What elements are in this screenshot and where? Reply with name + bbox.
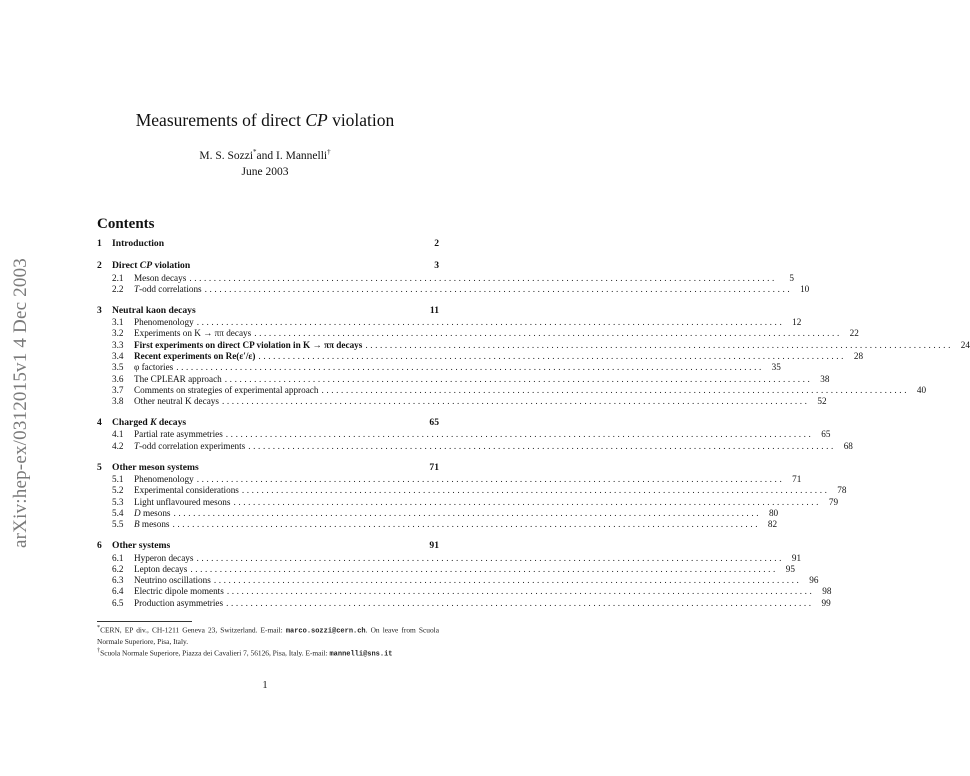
title-text: Comments on strategies of experimental approach — [134, 384, 319, 395]
subsection-number: 4.2 — [112, 440, 124, 451]
subsection-number: 6.1 — [112, 552, 124, 563]
toc-entry-title — [134, 519, 169, 530]
toc-subsection-row[interactable] — [97, 339, 970, 351]
toc-subsection-row[interactable] — [97, 373, 830, 385]
leader-dots: ........................................................................................................................ — [190, 563, 778, 574]
toc-entry-title — [134, 317, 194, 328]
leader-dots: ........................................................................................................................ — [248, 440, 836, 451]
toc-section-row[interactable] — [97, 462, 439, 475]
toc-subsection-row[interactable] — [97, 552, 802, 564]
toc-entry-title — [112, 260, 190, 273]
title-italic: K — [150, 416, 157, 428]
page-ref: 11 — [429, 304, 439, 316]
title-text: Phenomenology — [134, 317, 194, 328]
leader-dots: ........................................................................................................................ — [241, 485, 830, 496]
toc-subsection-row[interactable] — [97, 597, 831, 609]
toc-entry-title — [112, 417, 186, 430]
footnote-text: CERN, EP div., CH-1211 Geneva 23, Switzerland. E-mail: — [100, 625, 286, 635]
page-ref: 79 — [828, 496, 839, 507]
toc-entry-title — [112, 238, 164, 251]
title-text: violation — [152, 260, 191, 271]
leader-dots: ........................................................................................................................ — [225, 429, 814, 440]
subsection-number: 4.1 — [112, 429, 124, 440]
toc-subsection-row[interactable] — [97, 396, 827, 407]
page-ref: 91 — [791, 552, 802, 563]
title-text: The CPLEAR approach — [134, 373, 222, 384]
leader-dots: ........................................................................................................................ — [321, 384, 910, 395]
page-ref: 65 — [821, 429, 831, 440]
page-ref: 98 — [822, 586, 832, 597]
toc-section-row[interactable] — [97, 238, 439, 251]
toc-section — [97, 260, 810, 295]
subsection-number: 2.1 — [112, 272, 124, 283]
title-italic: D — [134, 507, 141, 518]
leader-dots: ........................................................................................................................ — [224, 373, 813, 384]
title-italic: T — [134, 283, 140, 294]
page-ref: 78 — [837, 485, 847, 496]
title-text: Hyperon decays — [134, 552, 194, 563]
footnote-mark: * — [97, 625, 101, 631]
toc-entry-title — [134, 564, 187, 575]
section-number: 4 — [97, 416, 102, 428]
title-text: Lepton decays — [134, 563, 188, 574]
section-number: 6 — [97, 540, 102, 552]
title-text: Neutral kaon decays — [112, 304, 196, 316]
leader-dots: ........................................................................................................................ — [221, 396, 810, 407]
toc-subsection-row[interactable] — [97, 440, 853, 452]
toc-subsection-row[interactable] — [97, 272, 794, 284]
email-link[interactable]: marco.sozzi@cern.ch — [285, 627, 366, 636]
title-text: Charged — [112, 416, 151, 428]
subsection-number: 3.7 — [112, 384, 124, 395]
toc-entry-title — [134, 374, 222, 385]
title-text: Other meson systems — [112, 461, 199, 473]
title-text: decays — [156, 416, 187, 428]
paper-title — [0, 110, 530, 131]
leader-dots: ........................................................................................................................ — [189, 272, 777, 283]
toc-subsection-row[interactable] — [97, 283, 810, 295]
page-ref: 35 — [771, 362, 781, 373]
subsection-number: 5.4 — [112, 507, 124, 518]
toc-entry-title — [134, 508, 171, 519]
toc-subsection-row[interactable] — [97, 507, 779, 519]
subsection-number: 2.2 — [112, 283, 124, 294]
toc-section — [97, 416, 853, 452]
footnote-mark: * — [253, 148, 257, 156]
toc-subsection-row[interactable] — [97, 519, 778, 530]
footnotes — [97, 624, 439, 660]
title-text: Experimental considerations — [134, 485, 239, 496]
subsection-number: 3.3 — [112, 339, 124, 350]
title-text: First experiments on direct CP violation in K → ππ decays — [134, 339, 363, 350]
page-ref: 71 — [792, 474, 802, 485]
title-text: Partial rate asymmetries — [134, 429, 223, 440]
subsection-number: 3.4 — [112, 350, 124, 361]
subsection-number: 5.1 — [112, 474, 124, 485]
subsection-number: 6.5 — [112, 597, 124, 608]
leader-dots: ........................................................................................................................ — [196, 552, 785, 563]
toc-entry-title — [134, 284, 202, 295]
subsection-number: 3.6 — [112, 373, 124, 384]
toc-subsection-row[interactable] — [97, 362, 781, 373]
toc-section — [97, 540, 832, 609]
toc-subsection-row[interactable] — [97, 485, 847, 496]
toc-entry-title — [134, 362, 173, 373]
toc-entry-title — [134, 575, 211, 586]
subsection-number: 3.5 — [112, 362, 124, 373]
toc-entry-title — [134, 485, 239, 496]
toc-entry-title — [134, 340, 362, 351]
footnote-text: . On leave from Scuola Normale Superiore, Pisa, Italy. — [97, 625, 439, 647]
footnote-2 — [97, 647, 439, 660]
footnote-mark: † — [327, 148, 331, 156]
toc-entry-title — [112, 540, 170, 553]
page-ref: 80 — [768, 507, 779, 518]
page-ref: 96 — [809, 575, 819, 586]
page-ref: 2 — [434, 238, 439, 249]
title-text: mesons — [140, 507, 171, 518]
page-number: 1 — [262, 680, 268, 691]
arxiv-identifier-text: arXiv:hep-ex/0312015v1 4 Dec 2003 — [10, 257, 31, 548]
leader-dots: ........................................................................................................................ — [258, 350, 847, 361]
title-italic: CP — [305, 110, 328, 130]
page-ref: 22 — [849, 328, 859, 339]
page-ref: 68 — [843, 440, 853, 451]
page-ref: 71 — [429, 461, 439, 473]
title-text: Introduction — [112, 238, 165, 249]
toc-entry-title — [134, 497, 230, 508]
toc-subsection-row[interactable] — [97, 350, 864, 362]
title-text: Other systems — [112, 540, 171, 552]
leader-dots: ........................................................................................................................ — [226, 597, 814, 608]
toc-entry-title — [134, 598, 223, 609]
leader-dots: ........................................................................................................................ — [172, 519, 761, 530]
leader-dots: ........................................................................................................................ — [233, 496, 822, 507]
title-text: -odd correlations — [139, 283, 202, 294]
title-text: Electric dipole moments — [134, 586, 224, 597]
leader-dots: ........................................................................................................................ — [254, 328, 842, 339]
title-text: Experiments on K → ππ decays — [134, 328, 252, 339]
title-italic: B — [134, 519, 140, 530]
toc-subsection-row[interactable] — [97, 384, 927, 396]
title-text: Production asymmetries — [134, 597, 224, 608]
page-ref: 10 — [800, 283, 810, 294]
title-text: Other neutral K decays — [134, 396, 219, 407]
section-number: 3 — [97, 304, 102, 316]
page-ref: 91 — [429, 540, 439, 552]
page-ref: 99 — [821, 597, 831, 608]
leader-dots: ........................................................................................................................ — [213, 575, 802, 586]
leader-dots: ........................................................................................................................ — [176, 362, 764, 373]
author-1: M. S. Sozzi — [199, 149, 254, 162]
toc-entry-title — [134, 396, 219, 407]
page-ref: 40 — [916, 384, 927, 395]
title-part: Measurements of direct — [135, 110, 306, 130]
toc-section — [97, 461, 847, 531]
leader-dots: ........................................................................................................................ — [196, 317, 785, 328]
date: June 2003 — [241, 166, 289, 178]
title-text: Meson decays — [134, 272, 187, 283]
title-text: mesons — [139, 519, 170, 530]
toc-entry-title — [134, 441, 245, 452]
toc-entry-title — [112, 462, 199, 475]
toc-entry-title — [112, 305, 196, 318]
title-text: Neutrino oscillations — [134, 575, 211, 586]
page-ref: 3 — [434, 260, 439, 271]
toc-subsection-row[interactable] — [97, 563, 795, 575]
toc-entry-title — [134, 429, 223, 440]
subsection-number: 3.8 — [112, 396, 124, 407]
toc-subsection-row[interactable] — [97, 317, 802, 328]
title-italic: T — [134, 440, 140, 451]
toc-subsection-row[interactable] — [97, 429, 831, 440]
leader-dots: ........................................................................................................................ — [204, 283, 793, 294]
title-text: Light unflavoured mesons — [134, 496, 231, 507]
title-part: violation — [327, 110, 395, 130]
toc-section-row[interactable] — [97, 260, 439, 273]
page-ref: 95 — [785, 563, 795, 574]
subsection-number: 3.2 — [112, 328, 124, 339]
toc-subsection-row[interactable] — [97, 474, 802, 485]
toc-entry-title — [134, 553, 193, 564]
toc-section — [97, 304, 970, 408]
toc-entry-title — [134, 328, 251, 339]
title-text: -odd correlation experiments — [139, 440, 246, 451]
footnote-rule — [97, 621, 192, 622]
leader-dots: ........................................................................................................................ — [226, 586, 815, 597]
contents-heading: Contents — [97, 216, 155, 232]
subsection-number: 5.3 — [112, 496, 124, 507]
arxiv-identifier — [6, 205, 36, 600]
leader-dots: ........................................................................................................................ — [196, 474, 785, 485]
page-ref: 38 — [820, 373, 830, 384]
subsection-number: 3.1 — [112, 317, 124, 328]
footnote-text: Scuola Normale Superiore, Piazza dei Cavalieri 7, 56126, Pisa, Italy. E-mail: — [100, 648, 330, 658]
page-ref: 5 — [789, 272, 794, 283]
title-text: Phenomenology — [134, 474, 194, 485]
section-number: 1 — [97, 238, 102, 249]
toc-subsection-row[interactable] — [97, 586, 832, 597]
page-ref: 12 — [792, 317, 802, 328]
page-ref: 82 — [767, 519, 778, 530]
toc-entry-title — [134, 351, 255, 362]
page-ref: 65 — [429, 416, 439, 428]
toc-section-row[interactable] — [97, 417, 439, 430]
toc-subsection-row[interactable] — [97, 575, 819, 586]
page-ref: 28 — [853, 350, 864, 361]
toc-section — [97, 238, 439, 251]
footnote-1 — [97, 624, 439, 647]
subsection-number: 5.2 — [112, 485, 124, 496]
leader-dots: ........................................................................................................................ — [365, 339, 953, 350]
section-number: 2 — [97, 260, 102, 271]
toc-subsection-row[interactable] — [97, 328, 859, 339]
toc-entry-title — [134, 474, 194, 485]
table-of-contents — [97, 238, 970, 609]
page-ref: 52 — [817, 396, 827, 407]
toc-entry-title — [134, 586, 224, 597]
authors — [0, 148, 530, 162]
footnote-mark: † — [97, 647, 101, 654]
title-text: Direct — [112, 260, 140, 271]
toc-section-row[interactable] — [97, 540, 439, 553]
leader-dots: ........................................................................................................................ — [173, 507, 762, 518]
email-link[interactable]: mannelli@sns.it — [329, 650, 393, 659]
toc-entry-title — [134, 385, 318, 396]
subsection-number: 6.2 — [112, 563, 124, 574]
title-text: Recent experiments on Re(ε′/ε) — [134, 350, 256, 361]
section-number: 5 — [97, 461, 102, 473]
author-2: and I. Mannelli — [256, 149, 328, 162]
toc-section-row[interactable] — [97, 305, 439, 318]
subsection-number: 5.5 — [112, 519, 124, 530]
subsection-number: 6.3 — [112, 575, 124, 586]
toc-entry-title — [134, 273, 186, 284]
page-ref: 24 — [960, 339, 970, 350]
title-italic: CP — [139, 260, 153, 271]
title-text: φ factories — [134, 362, 174, 373]
toc-subsection-row[interactable] — [97, 496, 839, 508]
subsection-number: 6.4 — [112, 586, 124, 597]
